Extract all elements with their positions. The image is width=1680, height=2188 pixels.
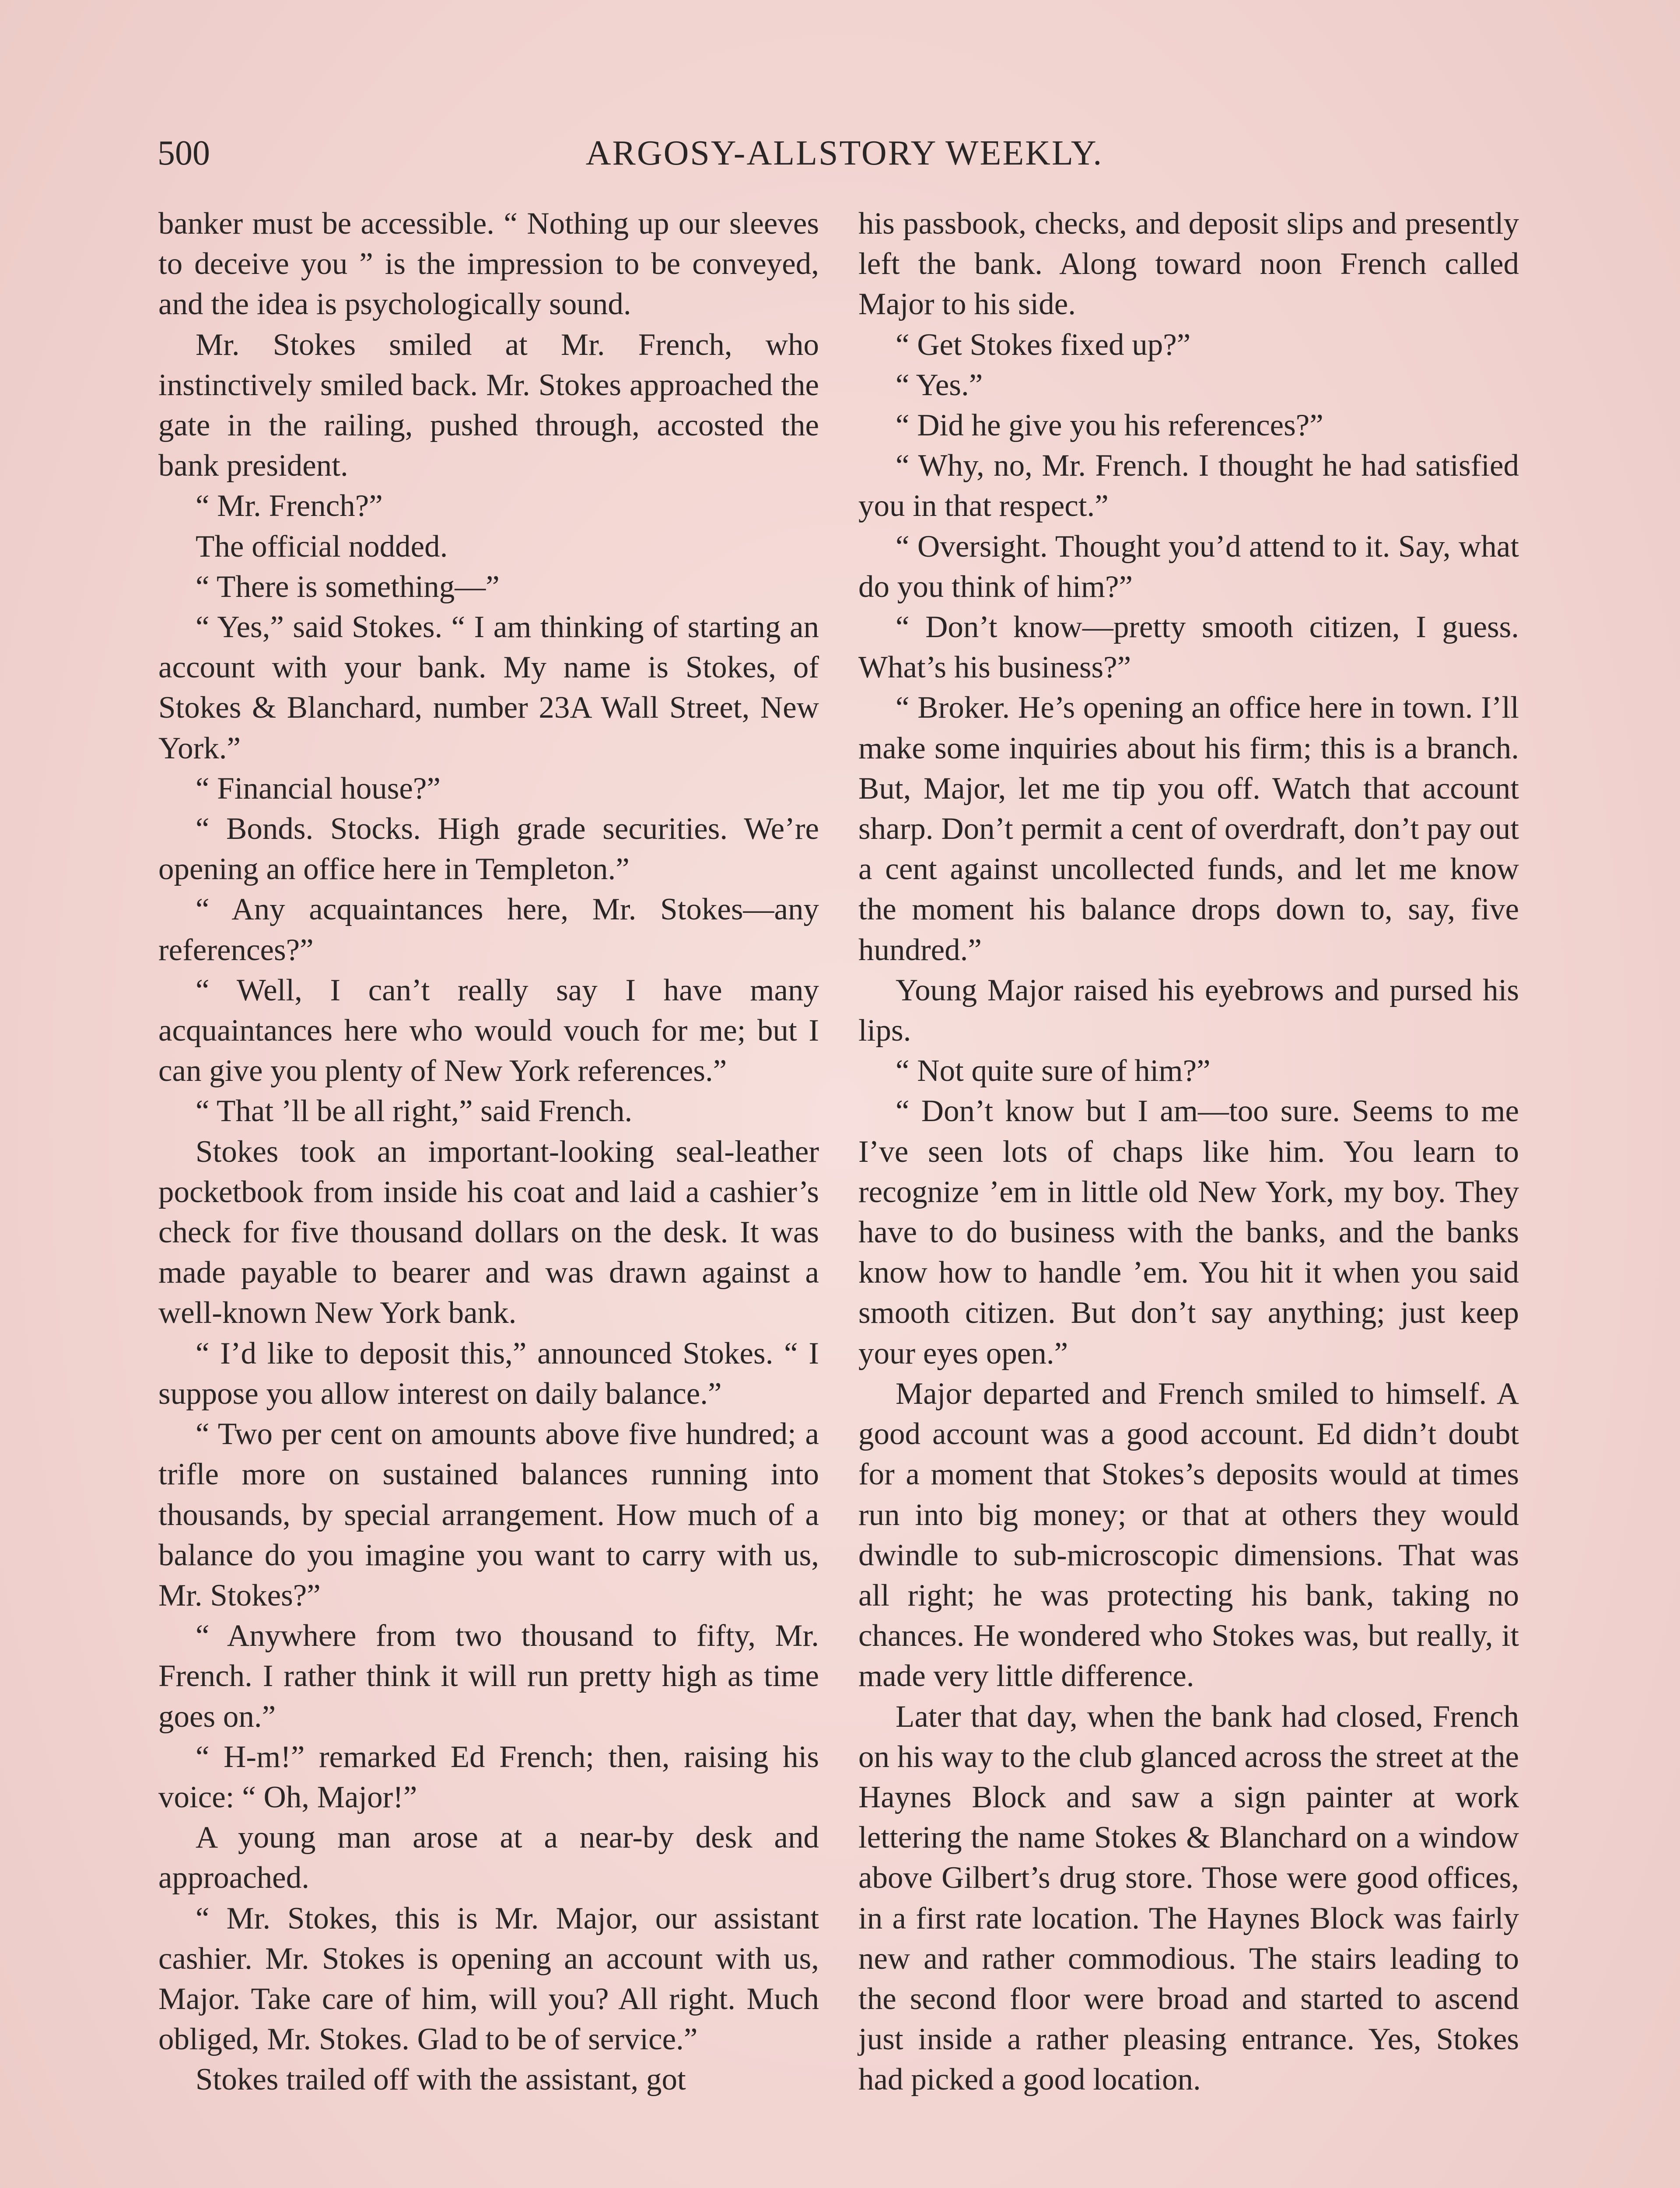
paragraph: “ Any acquaintances here, Mr. Stokes—any references?” (158, 892, 819, 967)
paragraph: Young Major raised his eyebrows and pursed his lips. (858, 973, 1519, 1048)
paragraph: Mr. Stokes smiled at Mr. French, who instinctively smiled back. Mr. Stokes approached the gate in the railing, pushed through, accosted the bank president. (158, 327, 819, 483)
paragraph: “ That ’ll be all right,” said French. (196, 1094, 633, 1129)
paragraph: “ Not quite sure of him?” (896, 1054, 1211, 1088)
paragraph: The official nodded. (196, 529, 448, 564)
paragraph: “ Anywhere from two thousand to fifty, Mr. French. I rather think it will run pretty high as time goes on.” (158, 1619, 819, 1734)
paragraph: “ Financial house?” (196, 771, 441, 806)
paragraph: “ Yes,” said Stokes. “ I am thinking of starting an account with your bank. My name is Stokes, of Stokes & Blanchard, number 23A Wall Street, New York.” (158, 610, 819, 765)
paragraph: “ Get Stokes fixed up?” (896, 327, 1191, 362)
right-column (858, 203, 1519, 2100)
paragraph: “ Don’t know—pretty smooth citizen, I guess. What’s his business?” (858, 610, 1519, 685)
paragraph: “ Yes.” (896, 368, 983, 402)
paragraph: “ Mr. Stokes, this is Mr. Major, our assistant cashier. Mr. Stokes is opening an account with us, Major. Take care of him, will you? All right. Much obliged, Mr. Stokes. Glad to be of service.” (158, 1901, 819, 2057)
paragraph: “ Broker. He’s opening an office here in town. I’ll make some inquiries about his firm; this is a branch. But, Major, let me tip you off. Watch that account sharp. Don’t permit a cent of overdraft, don’t pay out a cent against uncollected funds, and let me know the moment his balance drops down to, say, five hundred.” (858, 691, 1519, 967)
paragraph: Stokes trailed off with the assistant, got (196, 2062, 686, 2097)
paragraph: “ Bonds. Stocks. High grade securities. We’re opening an office here in Templeton.” (158, 812, 819, 887)
paragraph: Major departed and French smiled to himself. A good account was a good account. Ed didn’t doubt for a moment that Stokes’s deposits would at times run into big money; or that at others they would dwindle to sub-microscopic dimensions. That was all right; he was protecting his bank, taking no chances. He wondered who Stokes was, but really, it made very little difference. (858, 1376, 1519, 1694)
paragraph: “ There is something—” (196, 569, 500, 604)
running-head: ARGOSY-ALLSTORY WEEKLY. (585, 134, 1103, 172)
paragraph: Stokes took an important-looking seal-leather pocketbook from inside his coat and laid a cashier’s check for five thousand dollars on the desk. It was made payable to bearer and was drawn against a well-known New York bank. (158, 1134, 819, 1330)
paragraph: his passbook, checks, and deposit slips and presently left the bank. Along toward noon French called Major to his side. (858, 207, 1519, 322)
paragraph: A young man arose at a near-by desk and approached. (158, 1820, 819, 1895)
paragraph: “ Two per cent on amounts above five hundred; a trifle more on sustained balances running into thousands, by special arrangement. How much of a balance do you imagine you want to carry with us, Mr. Stokes?” (158, 1417, 819, 1613)
paragraph: “ Why, no, Mr. French. I thought he had satisfied you in that respect.” (858, 449, 1519, 523)
left-column (158, 203, 819, 2100)
paragraph: “ Well, I can’t really say I have many acquaintances here who would vouch for me; but I can give you plenty of New York references.” (158, 973, 819, 1088)
paragraph: “ H-m!” remarked Ed French; then, raising his voice: “ Oh, Major!” (158, 1739, 819, 1814)
paragraph: “ Did he give you his references?” (896, 408, 1323, 443)
paragraph: “ I’d like to deposit this,” announced Stokes. “ I suppose you allow interest on daily balance.” (158, 1336, 819, 1411)
page-number: 500 (158, 134, 210, 172)
page-header (158, 127, 1531, 179)
paragraph: banker must be accessible. “ Nothing up our sleeves to deceive you ” is the impression to be conveyed, and the idea is psychologically sound. (158, 207, 819, 322)
paragraph: “ Don’t know but I am—too sure. Seems to me I’ve seen lots of chaps like him. You learn to recognize ’em in little old New York, my boy. They have to do business with the banks, and the banks know how to handle ’em. You hit it when you said smooth citizen. But don’t say anything; just keep your eyes open.” (858, 1094, 1519, 1371)
paragraph: “ Oversight. Thought you’d attend to it. Say, what do you think of him?” (858, 529, 1519, 604)
paragraph: “ Mr. French?” (196, 489, 383, 523)
paragraph: Later that day, when the bank had closed, French on his way to the club glanced across the street at the Haynes Block and saw a sign painter at work lettering the name Stokes & Blanchard on a window above Gilbert’s drug store. Those were good offices, in a first rate location. The Haynes Block was fairly new and rather commodious. The stairs leading to the second floor were broad and started to ascend just inside a rather pleasing entrance. Yes, Stokes had picked a good location. (858, 1699, 1519, 2097)
